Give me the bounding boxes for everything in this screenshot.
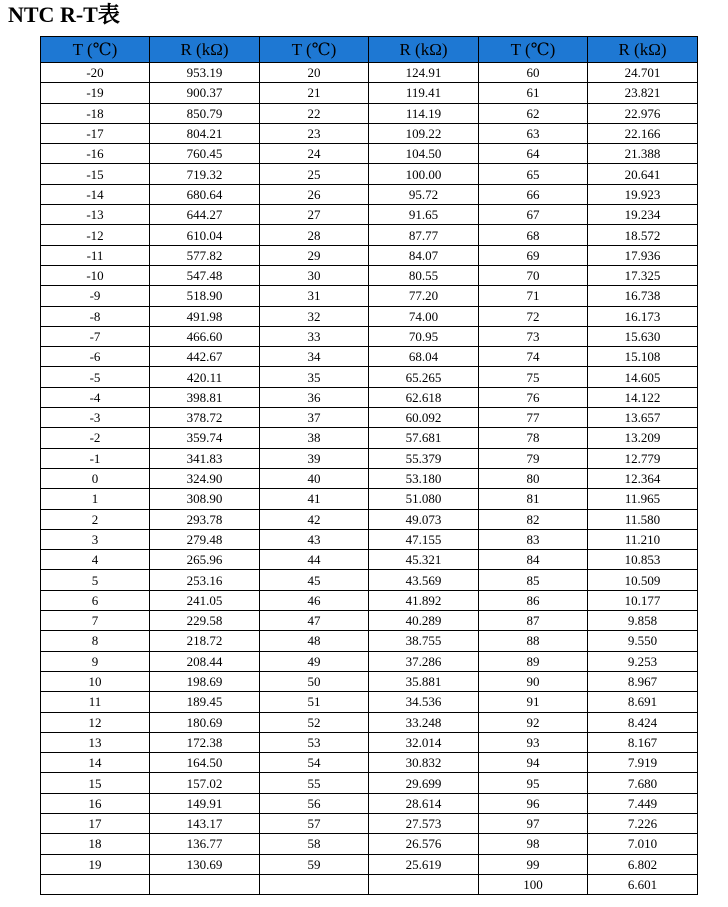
temperature-cell: 77 [479, 408, 588, 428]
resistance-cell: 7.226 [588, 813, 698, 833]
table-row [41, 286, 698, 306]
resistance-cell: 17.936 [588, 245, 698, 265]
temperature-cell: -12 [41, 225, 150, 245]
table-row [41, 83, 698, 103]
resistance-cell: 11.965 [588, 489, 698, 509]
temperature-cell: 69 [479, 245, 588, 265]
temperature-cell: 67 [479, 205, 588, 225]
temperature-cell: 97 [479, 813, 588, 833]
resistance-cell: 341.83 [150, 448, 260, 468]
table-row [41, 671, 698, 691]
resistance-cell: 70.95 [369, 326, 479, 346]
temperature-cell: -2 [41, 428, 150, 448]
table-row [41, 631, 698, 651]
temperature-cell: 32 [260, 306, 369, 326]
table-row [41, 408, 698, 428]
resistance-cell: 30.832 [369, 753, 479, 773]
temperature-cell: 31 [260, 286, 369, 306]
resistance-cell: 13.657 [588, 408, 698, 428]
resistance-cell: 109.22 [369, 123, 479, 143]
temperature-cell: 13 [41, 732, 150, 752]
resistance-cell: 10.509 [588, 570, 698, 590]
temperature-cell [41, 874, 150, 894]
table-body [41, 63, 698, 895]
temperature-cell: 86 [479, 590, 588, 610]
table-row [41, 164, 698, 184]
resistance-cell: 19.234 [588, 205, 698, 225]
table-row [41, 63, 698, 83]
temperature-cell: 98 [479, 834, 588, 854]
resistance-cell [150, 874, 260, 894]
temperature-cell: 4 [41, 550, 150, 570]
column-header-resistance: R (kΩ) [150, 37, 260, 63]
resistance-cell: 12.364 [588, 468, 698, 488]
temperature-cell: -13 [41, 205, 150, 225]
table-row [41, 529, 698, 549]
resistance-cell: 378.72 [150, 408, 260, 428]
temperature-cell: 63 [479, 123, 588, 143]
temperature-cell: -16 [41, 144, 150, 164]
table-row [41, 570, 698, 590]
table-row [41, 367, 698, 387]
table-row [41, 712, 698, 732]
table-row [41, 509, 698, 529]
page-title: NTC R-T表 [8, 2, 120, 27]
temperature-cell: -14 [41, 184, 150, 204]
temperature-cell: 45 [260, 570, 369, 590]
temperature-cell: 33 [260, 326, 369, 346]
temperature-cell: 21 [260, 83, 369, 103]
resistance-cell: 760.45 [150, 144, 260, 164]
temperature-cell: -8 [41, 306, 150, 326]
resistance-cell: 265.96 [150, 550, 260, 570]
temperature-cell: 6 [41, 590, 150, 610]
temperature-cell: 26 [260, 184, 369, 204]
resistance-cell: 8.424 [588, 712, 698, 732]
resistance-cell: 804.21 [150, 123, 260, 143]
resistance-cell: 130.69 [150, 854, 260, 874]
resistance-cell: 53.180 [369, 468, 479, 488]
resistance-cell: 24.701 [588, 63, 698, 83]
temperature-cell: 91 [479, 692, 588, 712]
temperature-cell: 83 [479, 529, 588, 549]
column-header-temperature: T (℃) [41, 37, 150, 63]
table-row [41, 347, 698, 367]
temperature-cell: 30 [260, 265, 369, 285]
temperature-cell: 10 [41, 671, 150, 691]
column-header-temperature: T (℃) [260, 37, 369, 63]
temperature-cell: 39 [260, 448, 369, 468]
resistance-cell: 7.680 [588, 773, 698, 793]
resistance-cell: 22.166 [588, 123, 698, 143]
resistance-cell: 22.976 [588, 103, 698, 123]
resistance-cell: 442.67 [150, 347, 260, 367]
temperature-cell: 74 [479, 347, 588, 367]
resistance-cell: 45.321 [369, 550, 479, 570]
temperature-cell: 79 [479, 448, 588, 468]
temperature-cell: -3 [41, 408, 150, 428]
resistance-cell: 16.173 [588, 306, 698, 326]
temperature-cell: 44 [260, 550, 369, 570]
table-row [41, 611, 698, 631]
temperature-cell: 37 [260, 408, 369, 428]
resistance-cell: 8.967 [588, 671, 698, 691]
resistance-cell: 6.601 [588, 874, 698, 894]
temperature-cell: 14 [41, 753, 150, 773]
temperature-cell: 7 [41, 611, 150, 631]
temperature-cell: 38 [260, 428, 369, 448]
table-row [41, 103, 698, 123]
temperature-cell: -4 [41, 387, 150, 407]
temperature-cell: 29 [260, 245, 369, 265]
resistance-cell: 11.210 [588, 529, 698, 549]
temperature-cell: 1 [41, 489, 150, 509]
temperature-cell: 3 [41, 529, 150, 549]
temperature-cell: 70 [479, 265, 588, 285]
temperature-cell: 47 [260, 611, 369, 631]
table-row [41, 428, 698, 448]
temperature-cell: 46 [260, 590, 369, 610]
resistance-cell: 157.02 [150, 773, 260, 793]
resistance-cell: 74.00 [369, 306, 479, 326]
resistance-cell: 308.90 [150, 489, 260, 509]
table-row [41, 205, 698, 225]
temperature-cell: 99 [479, 854, 588, 874]
resistance-cell: 20.641 [588, 164, 698, 184]
column-header-resistance: R (kΩ) [588, 37, 698, 63]
temperature-cell: 81 [479, 489, 588, 509]
resistance-cell: 23.821 [588, 83, 698, 103]
resistance-cell: 279.48 [150, 529, 260, 549]
table-row [41, 854, 698, 874]
resistance-cell: 547.48 [150, 265, 260, 285]
temperature-cell: -11 [41, 245, 150, 265]
resistance-cell: 180.69 [150, 712, 260, 732]
temperature-cell: 58 [260, 834, 369, 854]
temperature-cell: 16 [41, 793, 150, 813]
table-row [41, 225, 698, 245]
temperature-cell: 54 [260, 753, 369, 773]
temperature-cell: 50 [260, 671, 369, 691]
resistance-cell: 172.38 [150, 732, 260, 752]
temperature-cell: 25 [260, 164, 369, 184]
temperature-cell: 61 [479, 83, 588, 103]
resistance-cell: 9.550 [588, 631, 698, 651]
resistance-cell: 680.64 [150, 184, 260, 204]
resistance-cell: 65.265 [369, 367, 479, 387]
resistance-cell: 100.00 [369, 164, 479, 184]
temperature-cell: 2 [41, 509, 150, 529]
temperature-cell: 19 [41, 854, 150, 874]
temperature-cell: -19 [41, 83, 150, 103]
resistance-cell: 14.122 [588, 387, 698, 407]
resistance-cell: 32.014 [369, 732, 479, 752]
temperature-cell: 72 [479, 306, 588, 326]
table-row [41, 874, 698, 894]
temperature-cell: 49 [260, 651, 369, 671]
temperature-cell: 84 [479, 550, 588, 570]
temperature-cell: 8 [41, 631, 150, 651]
temperature-cell: 76 [479, 387, 588, 407]
table-row [41, 448, 698, 468]
resistance-cell: 7.919 [588, 753, 698, 773]
resistance-cell: 77.20 [369, 286, 479, 306]
temperature-cell: 59 [260, 854, 369, 874]
resistance-cell: 136.77 [150, 834, 260, 854]
temperature-cell: 9 [41, 651, 150, 671]
temperature-cell: -5 [41, 367, 150, 387]
resistance-cell: 27.573 [369, 813, 479, 833]
temperature-cell: 56 [260, 793, 369, 813]
resistance-cell: 9.858 [588, 611, 698, 631]
resistance-cell: 10.853 [588, 550, 698, 570]
resistance-cell: 80.55 [369, 265, 479, 285]
resistance-cell: 7.449 [588, 793, 698, 813]
resistance-cell: 114.19 [369, 103, 479, 123]
table-row [41, 245, 698, 265]
resistance-cell: 55.379 [369, 448, 479, 468]
temperature-cell: 0 [41, 468, 150, 488]
resistance-cell: 16.738 [588, 286, 698, 306]
table-row [41, 732, 698, 752]
table-row [41, 387, 698, 407]
resistance-cell: 28.614 [369, 793, 479, 813]
column-header-temperature: T (℃) [479, 37, 588, 63]
temperature-cell: 12 [41, 712, 150, 732]
table-row [41, 326, 698, 346]
resistance-cell: 47.155 [369, 529, 479, 549]
temperature-cell: 17 [41, 813, 150, 833]
resistance-cell: 18.572 [588, 225, 698, 245]
temperature-cell: 35 [260, 367, 369, 387]
resistance-cell: 850.79 [150, 103, 260, 123]
resistance-cell: 7.010 [588, 834, 698, 854]
resistance-cell: 60.092 [369, 408, 479, 428]
resistance-cell: 143.17 [150, 813, 260, 833]
resistance-cell: 68.04 [369, 347, 479, 367]
resistance-cell: 62.618 [369, 387, 479, 407]
resistance-cell: 13.209 [588, 428, 698, 448]
table-row [41, 793, 698, 813]
temperature-cell: 43 [260, 529, 369, 549]
temperature-cell: 80 [479, 468, 588, 488]
temperature-cell: 60 [479, 63, 588, 83]
resistance-cell: 119.41 [369, 83, 479, 103]
table-row [41, 651, 698, 671]
temperature-cell: 41 [260, 489, 369, 509]
temperature-cell: 66 [479, 184, 588, 204]
resistance-cell: 218.72 [150, 631, 260, 651]
resistance-cell: 577.82 [150, 245, 260, 265]
resistance-cell: 21.388 [588, 144, 698, 164]
temperature-cell: -7 [41, 326, 150, 346]
resistance-cell: 208.44 [150, 651, 260, 671]
table-row [41, 306, 698, 326]
resistance-cell: 37.286 [369, 651, 479, 671]
resistance-cell: 719.32 [150, 164, 260, 184]
resistance-cell: 40.289 [369, 611, 479, 631]
resistance-cell: 466.60 [150, 326, 260, 346]
resistance-cell: 38.755 [369, 631, 479, 651]
resistance-cell: 25.619 [369, 854, 479, 874]
resistance-cell: 91.65 [369, 205, 479, 225]
resistance-cell: 49.073 [369, 509, 479, 529]
temperature-cell: 93 [479, 732, 588, 752]
temperature-cell: -15 [41, 164, 150, 184]
table-row [41, 265, 698, 285]
resistance-cell: 398.81 [150, 387, 260, 407]
resistance-cell: 26.576 [369, 834, 479, 854]
table-row [41, 468, 698, 488]
temperature-cell: 11 [41, 692, 150, 712]
resistance-cell: 57.681 [369, 428, 479, 448]
temperature-cell: 71 [479, 286, 588, 306]
temperature-cell: -6 [41, 347, 150, 367]
temperature-cell: 88 [479, 631, 588, 651]
resistance-cell: 229.58 [150, 611, 260, 631]
resistance-cell: 15.630 [588, 326, 698, 346]
temperature-cell: 20 [260, 63, 369, 83]
table-row [41, 184, 698, 204]
table-row [41, 834, 698, 854]
temperature-cell: -20 [41, 63, 150, 83]
temperature-cell: -17 [41, 123, 150, 143]
temperature-cell: 100 [479, 874, 588, 894]
resistance-cell: 189.45 [150, 692, 260, 712]
temperature-cell: 96 [479, 793, 588, 813]
temperature-cell: 52 [260, 712, 369, 732]
resistance-cell: 124.91 [369, 63, 479, 83]
temperature-cell: 34 [260, 347, 369, 367]
temperature-cell: 90 [479, 671, 588, 691]
table-row [41, 144, 698, 164]
temperature-cell: 36 [260, 387, 369, 407]
temperature-cell: 22 [260, 103, 369, 123]
resistance-cell: 293.78 [150, 509, 260, 529]
table-row [41, 123, 698, 143]
resistance-cell: 51.080 [369, 489, 479, 509]
resistance-cell: 35.881 [369, 671, 479, 691]
column-header-resistance: R (kΩ) [369, 37, 479, 63]
temperature-cell: 82 [479, 509, 588, 529]
temperature-cell: 5 [41, 570, 150, 590]
resistance-cell: 41.892 [369, 590, 479, 610]
resistance-cell: 14.605 [588, 367, 698, 387]
temperature-cell: 23 [260, 123, 369, 143]
temperature-cell: 15 [41, 773, 150, 793]
resistance-cell: 84.07 [369, 245, 479, 265]
table-row [41, 753, 698, 773]
temperature-cell: 95 [479, 773, 588, 793]
resistance-cell: 11.580 [588, 509, 698, 529]
temperature-cell: 65 [479, 164, 588, 184]
resistance-cell: 12.779 [588, 448, 698, 468]
resistance-cell: 29.699 [369, 773, 479, 793]
resistance-cell: 491.98 [150, 306, 260, 326]
resistance-cell: 198.69 [150, 671, 260, 691]
table-row [41, 692, 698, 712]
resistance-cell: 610.04 [150, 225, 260, 245]
resistance-cell: 953.19 [150, 63, 260, 83]
temperature-cell: 89 [479, 651, 588, 671]
temperature-cell: 55 [260, 773, 369, 793]
temperature-cell: 48 [260, 631, 369, 651]
resistance-cell: 253.16 [150, 570, 260, 590]
table-row [41, 813, 698, 833]
temperature-cell: 42 [260, 509, 369, 529]
temperature-cell: 68 [479, 225, 588, 245]
resistance-cell: 87.77 [369, 225, 479, 245]
temperature-cell: 87 [479, 611, 588, 631]
resistance-cell: 9.253 [588, 651, 698, 671]
resistance-cell: 10.177 [588, 590, 698, 610]
resistance-cell: 324.90 [150, 468, 260, 488]
table-row [41, 773, 698, 793]
resistance-cell: 43.569 [369, 570, 479, 590]
resistance-cell: 104.50 [369, 144, 479, 164]
resistance-cell: 6.802 [588, 854, 698, 874]
table-row [41, 590, 698, 610]
temperature-cell: -9 [41, 286, 150, 306]
resistance-cell: 95.72 [369, 184, 479, 204]
resistance-cell: 15.108 [588, 347, 698, 367]
resistance-cell: 900.37 [150, 83, 260, 103]
resistance-cell: 34.536 [369, 692, 479, 712]
temperature-cell: 85 [479, 570, 588, 590]
table-row [41, 489, 698, 509]
temperature-cell: 94 [479, 753, 588, 773]
resistance-cell: 164.50 [150, 753, 260, 773]
resistance-cell: 19.923 [588, 184, 698, 204]
resistance-cell: 518.90 [150, 286, 260, 306]
resistance-cell [369, 874, 479, 894]
temperature-cell: 73 [479, 326, 588, 346]
temperature-cell: 24 [260, 144, 369, 164]
resistance-cell: 8.167 [588, 732, 698, 752]
resistance-cell: 241.05 [150, 590, 260, 610]
temperature-cell: 18 [41, 834, 150, 854]
table-row [41, 550, 698, 570]
temperature-cell: -1 [41, 448, 150, 468]
resistance-cell: 359.74 [150, 428, 260, 448]
resistance-cell: 33.248 [369, 712, 479, 732]
resistance-cell: 420.11 [150, 367, 260, 387]
temperature-cell: -18 [41, 103, 150, 123]
resistance-cell: 644.27 [150, 205, 260, 225]
resistance-cell: 17.325 [588, 265, 698, 285]
temperature-cell: 92 [479, 712, 588, 732]
temperature-cell: 75 [479, 367, 588, 387]
resistance-cell: 8.691 [588, 692, 698, 712]
temperature-cell: 27 [260, 205, 369, 225]
header-row [41, 37, 698, 63]
temperature-cell: 62 [479, 103, 588, 123]
temperature-cell: -10 [41, 265, 150, 285]
temperature-cell: 40 [260, 468, 369, 488]
temperature-cell [260, 874, 369, 894]
resistance-cell: 149.91 [150, 793, 260, 813]
temperature-cell: 51 [260, 692, 369, 712]
temperature-cell: 28 [260, 225, 369, 245]
temperature-cell: 53 [260, 732, 369, 752]
ntc-rt-table [40, 36, 698, 895]
temperature-cell: 78 [479, 428, 588, 448]
temperature-cell: 64 [479, 144, 588, 164]
temperature-cell: 57 [260, 813, 369, 833]
